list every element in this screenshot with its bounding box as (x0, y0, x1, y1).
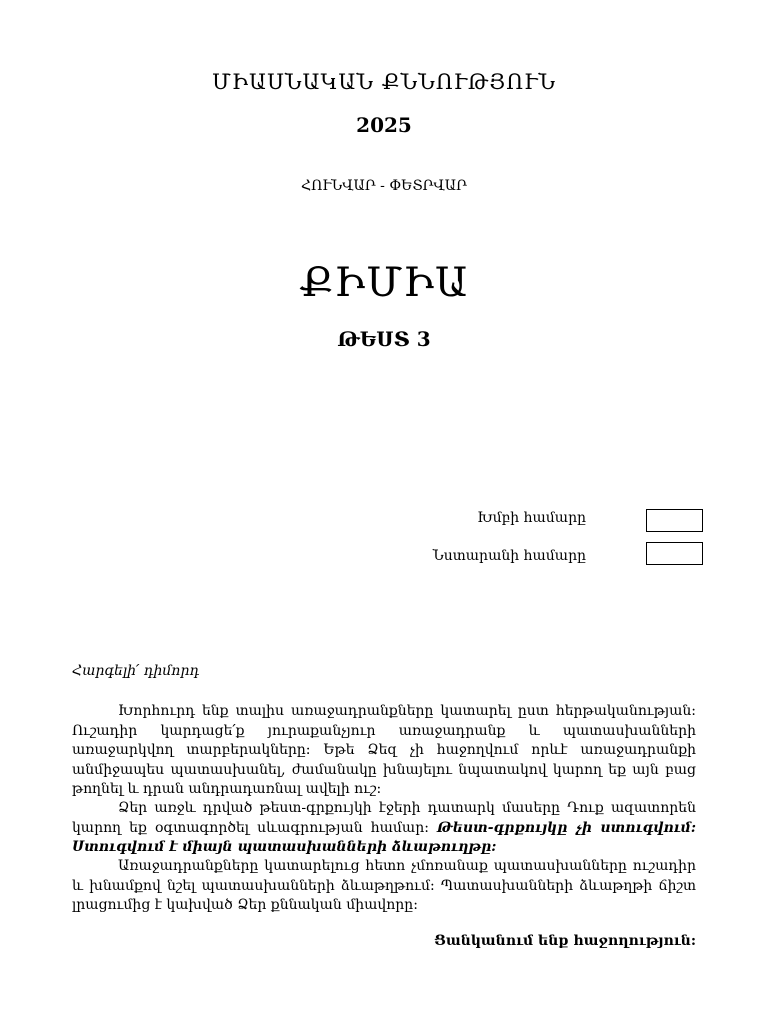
instruction-paragraph-2-text: Ձեր առջև դրված թեստ-գրքույկի էջերի դատարկ մասերը Դուք ազատորեն կարող եք օգտագործել սևագրության համար: (72, 800, 696, 836)
instruction-paragraph-2-emphasis: Թեստ-գրքույկը չի ստուգվում: Ստուգվում է միայն պատասխանների ձևաթուղթը: (72, 819, 697, 855)
group-number-box[interactable] (646, 509, 703, 532)
test-version: ԹԵՍՏ 3 (337, 327, 431, 351)
salutation: Հարգելի՛ դիմորդ (72, 663, 200, 679)
instruction-paragraph-2 (72, 799, 696, 858)
seat-number-box[interactable] (646, 542, 703, 565)
seat-number-label: Նստարանի համարը (432, 548, 586, 564)
instruction-paragraph-3: Առաջադրանքները կատարելուց հետո չմոռանաք պատասխանները ուշադիր և խնամքով նշել պատասխանների ձևաթղթում: Պատասխանների ձևաթղթի ճիշտ լրացումից է կախված Ձեր քննական միավորը: (72, 858, 696, 913)
subject-title: ՔԻՄԻԱ (299, 260, 469, 306)
exam-title: ՄԻԱՍՆԱԿԱՆ ՔՆՆՈՒԹՅՈՒՆ (211, 70, 556, 94)
instruction-paragraph-1: Խորհուրդ ենք տալիս առաջադրանքները կատարել ըստ հերթականության: Ուշադիր կարդացե՛ք յուրաքանչյուր առաջադրանք և պատասխանների առաջարկվող տարբերակները: Եթե Ձեզ չի հաջողվում որևէ առաջադրանքի անմիջապես պատասխանել, ժամանակը խնայելու նպատակով կարող եք այն բաց թողնել և դրան անդրադառնալ ավելի ուշ: (72, 703, 696, 797)
group-number-label: Խմբի համարը (477, 510, 586, 526)
exam-months: ՀՈՒՆՎԱՐ - ՓԵՏՐՎԱՐ (301, 178, 467, 194)
exam-year: 2025 (356, 113, 412, 137)
closing-wish: Ցանկանում ենք հաջողություն: (434, 933, 696, 949)
